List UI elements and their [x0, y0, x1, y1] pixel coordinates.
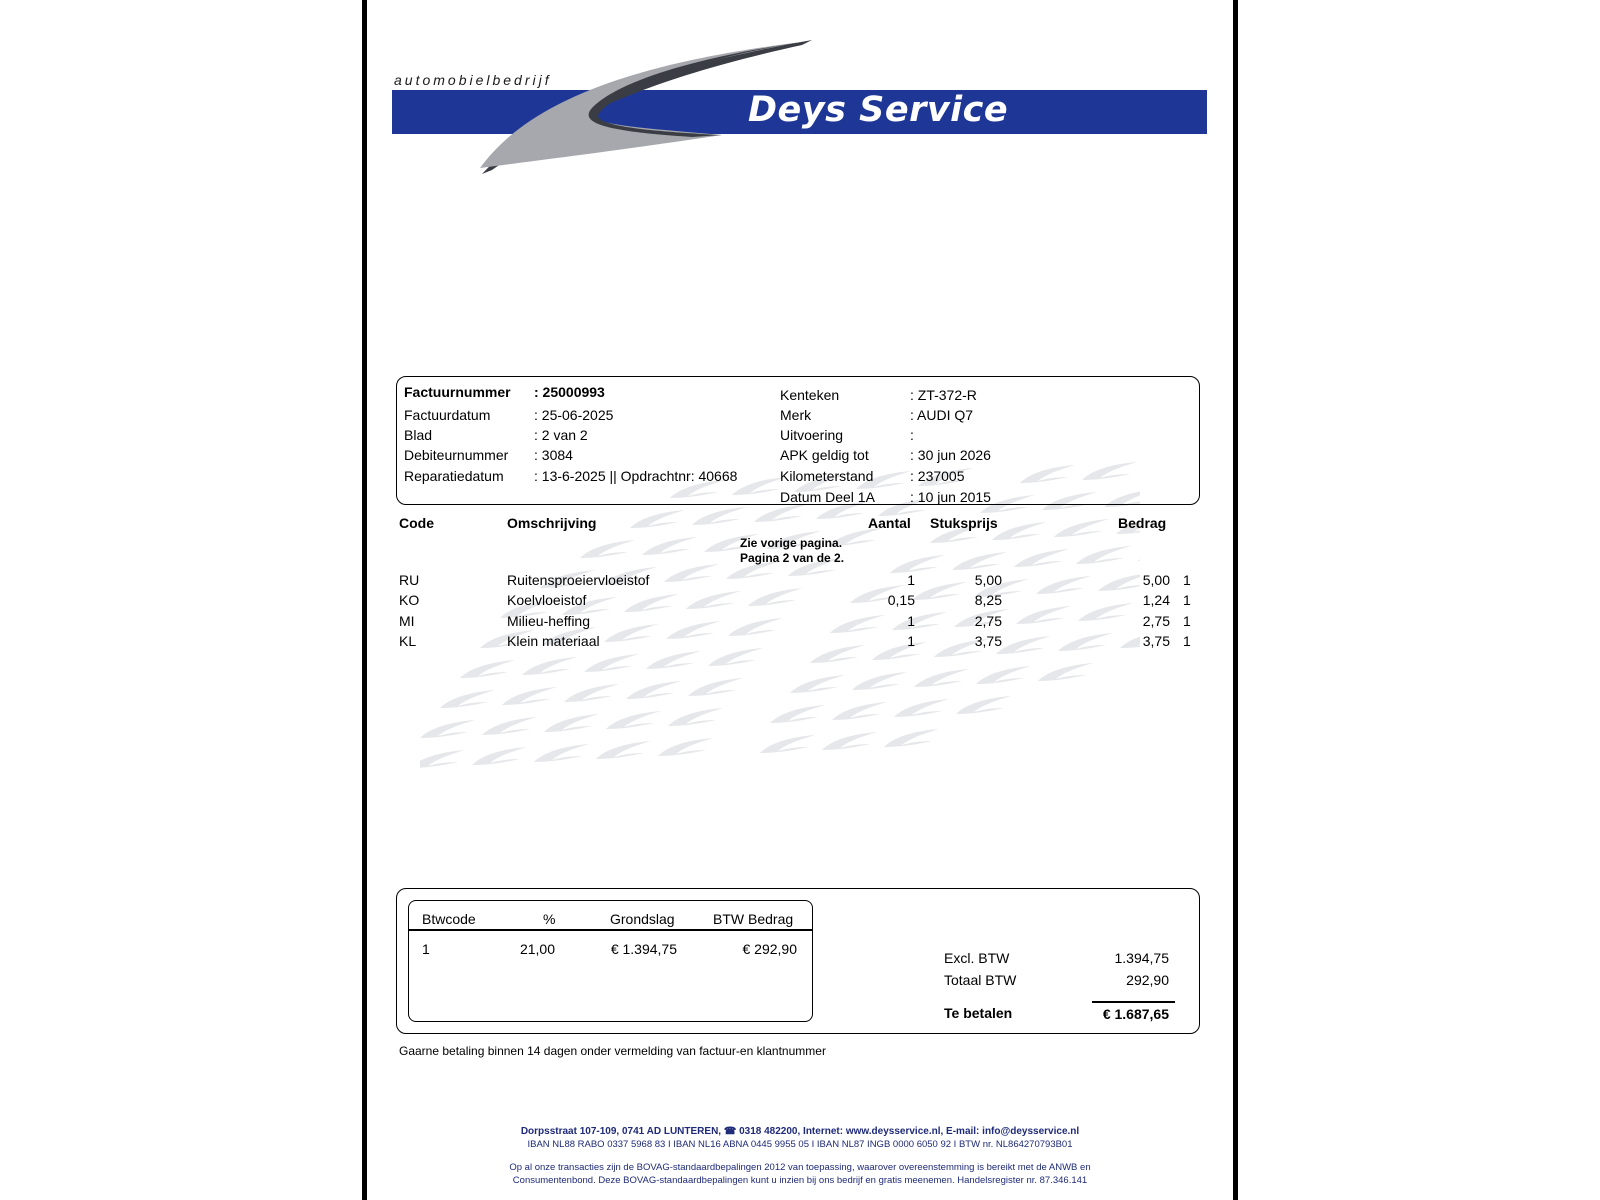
cell-amount: 2,75: [1142, 613, 1170, 629]
watermark-swoosh: [688, 678, 743, 696]
cell-description: Ruitensproeiervloeistof: [507, 572, 650, 588]
cell-unit-price: 2,75: [974, 613, 1002, 629]
info-label: Factuurnummer: [404, 384, 511, 400]
info-label: Kilometerstand: [780, 468, 874, 484]
cell-description: Koelvloeistof: [507, 592, 587, 608]
vat-row-code: 1: [422, 941, 430, 957]
watermark-swoosh: [646, 651, 701, 669]
watermark-swoosh: [1054, 519, 1109, 537]
watermark-swoosh: [502, 687, 557, 705]
table-row: [0, 613, 1600, 633]
footer-terms-2: Consumentenbond. Deze BOVAG-standaardbepalingen kunt u inzien bij ons bedrijf en gratis meenemen. Handelsregister nr. 87.346.141: [512, 1175, 1088, 1186]
cell-unit-price: 8,25: [974, 592, 1002, 608]
col-unit-price: Stuksprijs: [930, 515, 998, 531]
cell-amount: 5,00: [1142, 572, 1170, 588]
cell-vat: 1: [1183, 633, 1191, 649]
cell-quantity: 0,15: [887, 592, 915, 608]
watermark-swoosh: [914, 669, 969, 687]
watermark-swoosh: [770, 705, 825, 723]
info-value: : 2 van 2: [534, 427, 588, 443]
cell-unit-price: 5,00: [974, 572, 1002, 588]
watermark-swoosh: [956, 696, 1011, 714]
watermark-swoosh: [544, 714, 599, 732]
table-row: [0, 633, 1600, 653]
watermark-swoosh: [584, 654, 639, 672]
watermark-swoosh: [890, 555, 945, 573]
col-description: Omschrijving: [507, 515, 597, 531]
cell-unit-price: 3,75: [974, 633, 1002, 649]
info-value: : 30 jun 2026: [910, 447, 991, 463]
watermark-swoosh: [992, 522, 1047, 540]
info-label: APK geldig tot: [780, 447, 869, 463]
cell-vat: 1: [1183, 572, 1191, 588]
watermark-swoosh: [472, 747, 527, 765]
watermark-swoosh: [832, 702, 887, 720]
cell-amount: 1,24: [1142, 592, 1170, 608]
vat-header-pct: %: [543, 911, 556, 927]
info-label: Merk: [780, 407, 812, 423]
cell-vat: 1: [1183, 592, 1191, 608]
table-row: [0, 572, 1600, 592]
info-value: : 13-6-2025 || Opdrachtnr: 40668: [534, 468, 738, 484]
note-page-count: Pagina 2 van de 2.: [740, 551, 845, 565]
total-vat-label: Totaal BTW: [944, 972, 1017, 988]
watermark-swoosh: [790, 675, 845, 693]
vat-header-base: Grondslag: [610, 911, 675, 927]
cell-vat: 1: [1183, 613, 1191, 629]
vat-row-base: € 1.394,75: [610, 941, 677, 957]
note-previous-page: Zie vorige pagina.: [740, 536, 843, 550]
footer-bank: IBAN NL88 RABO 0337 5968 83 I IBAN NL16 ABNA 0445 9955 05 I IBAN NL87 INGB 0000 6050 92 I BTW nr. NL864270793B01: [527, 1139, 1073, 1150]
info-label: Debiteurnummer: [404, 447, 509, 463]
watermark-swoosh: [420, 720, 475, 738]
watermark-swoosh: [822, 732, 877, 750]
company-tagline: automobielbedrijf: [394, 72, 552, 88]
cell-code: KL: [399, 633, 417, 649]
cell-quantity: 1: [907, 633, 915, 649]
amount-due-value: € 1.687,65: [1102, 1006, 1169, 1022]
footer-address: Dorpsstraat 107-109, 0741 AD LUNTEREN, ☎ 0318 482200, Internet: www.deysservice.nl, E-mail: info@deysservice.nl: [520, 1126, 1080, 1137]
watermark-swoosh: [1076, 546, 1131, 564]
excl-vat-label: Excl. BTW: [944, 950, 1010, 966]
info-value: : 237005: [910, 468, 965, 484]
cell-description: Klein materiaal: [507, 633, 600, 649]
watermark-swoosh: [952, 552, 1007, 570]
info-value: : AUDI Q7: [910, 407, 974, 423]
vat-row-amount: € 292,90: [742, 941, 797, 957]
cell-code: MI: [399, 613, 415, 629]
watermark-swoosh: [760, 735, 815, 753]
info-value: : 10 jun 2015: [910, 489, 991, 505]
watermark-swoosh: [482, 717, 537, 735]
info-value: : 25000993: [534, 384, 605, 400]
cell-quantity: 1: [907, 613, 915, 629]
col-code: Code: [399, 515, 434, 531]
watermark-swoosh: [668, 708, 723, 726]
cell-description: Milieu-heffing: [507, 613, 591, 629]
payment-note: Gaarne betaling binnen 14 dagen onder vermelding van factuur-en klantnummer: [399, 1044, 826, 1058]
company-name: Deys Service: [748, 90, 1009, 130]
watermark-swoosh: [884, 729, 939, 747]
watermark-swoosh: [606, 711, 661, 729]
cell-amount: 3,75: [1142, 633, 1170, 649]
info-label: Datum Deel 1A: [780, 489, 875, 505]
info-value: : ZT-372-R: [910, 387, 977, 403]
watermark-swoosh: [596, 741, 651, 759]
info-label: Reparatiedatum: [404, 468, 504, 484]
footer-terms-1: Op al onze transacties zijn de BOVAG-standaardbepalingen 2012 van toepassing, waarover overeenstemming is bereikt met de ANWB en: [509, 1162, 1091, 1173]
watermark-swoosh: [460, 660, 515, 678]
watermark-swoosh: [1138, 543, 1140, 561]
vat-row-pct: 21,00: [519, 941, 555, 957]
info-value: : 25-06-2025: [534, 407, 614, 423]
watermark-swoosh: [754, 504, 809, 522]
info-label: Factuurdatum: [404, 407, 491, 423]
excl-vat-value: 1.394,75: [1114, 950, 1169, 966]
watermark-swoosh: [1014, 549, 1069, 567]
table-row: [0, 592, 1600, 612]
watermark-swoosh: [852, 672, 907, 690]
vat-header-code: Btwcode: [422, 911, 476, 927]
watermark-swoosh: [642, 537, 697, 555]
col-amount: Bedrag: [1118, 515, 1167, 531]
cell-code: KO: [399, 592, 420, 608]
watermark-swoosh: [580, 540, 635, 558]
watermark-swoosh: [1038, 663, 1093, 681]
info-value: : 3084: [534, 447, 573, 463]
cell-code: RU: [399, 572, 420, 588]
total-divider: [1092, 1001, 1175, 1003]
watermark-swoosh: [534, 744, 589, 762]
vat-header-divider: [408, 929, 813, 931]
watermark-swoosh: [420, 750, 465, 768]
cell-quantity: 1: [907, 572, 915, 588]
watermark-swoosh: [894, 699, 949, 717]
watermark-swoosh: [976, 666, 1031, 684]
info-label: Blad: [404, 427, 433, 443]
watermark-swoosh: [658, 738, 713, 756]
total-vat-value: 292,90: [1126, 972, 1169, 988]
watermark-swoosh: [630, 510, 685, 528]
watermark-swoosh: [692, 507, 747, 525]
amount-due-label: Te betalen: [944, 1005, 1013, 1021]
info-label: Kenteken: [780, 387, 840, 403]
info-label: Uitvoering: [780, 427, 844, 443]
watermark-swoosh: [440, 690, 495, 708]
watermark-swoosh: [564, 684, 619, 702]
info-value: :: [910, 427, 914, 443]
watermark-swoosh: [626, 681, 681, 699]
col-quantity: Aantal: [868, 515, 911, 531]
watermark-swoosh: [522, 657, 577, 675]
vat-header-amount: BTW Bedrag: [713, 911, 794, 927]
